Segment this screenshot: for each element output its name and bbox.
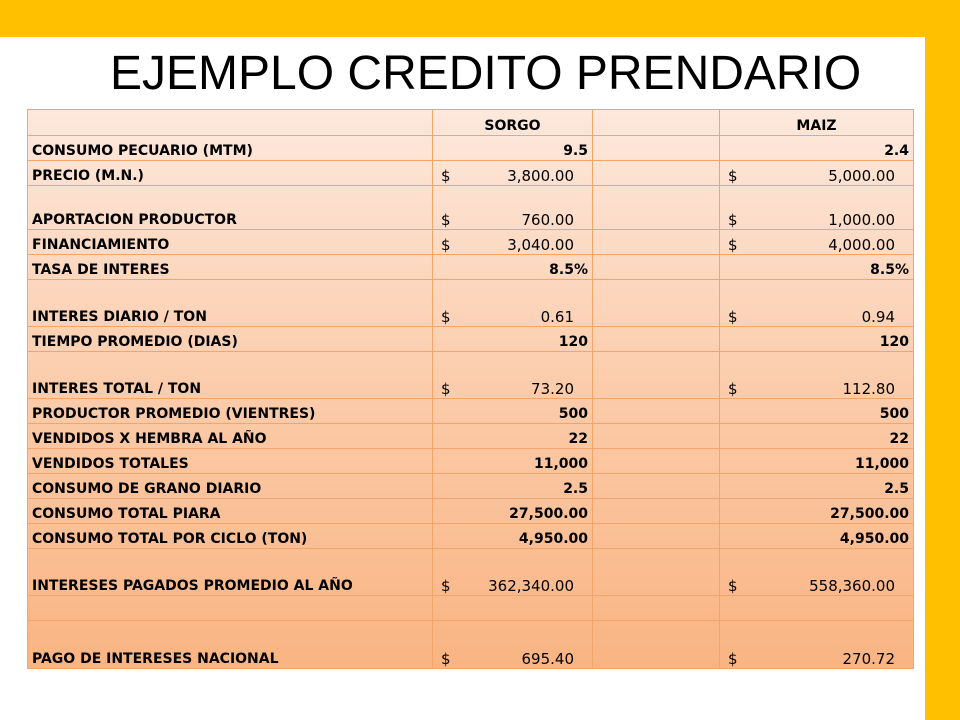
sorgo-value-cell — [433, 549, 593, 596]
table-row — [28, 449, 914, 474]
maiz-amount: 4,000.00 — [828, 236, 895, 254]
sorgo-value-cell — [433, 352, 593, 399]
currency-symbol: $ — [728, 380, 738, 398]
currency-symbol: $ — [441, 380, 451, 398]
maiz-value-cell: 2.4 — [720, 136, 914, 161]
row-label: TASA DE INTERES — [28, 255, 433, 280]
row-label: VENDIDOS X HEMBRA AL AÑO — [28, 424, 433, 449]
sorgo-amount: 3,040.00 — [507, 236, 574, 254]
header-cell-label — [28, 110, 433, 136]
table-row — [28, 230, 914, 255]
empty-cell — [593, 186, 720, 230]
maiz-value-cell: 8.5% — [720, 255, 914, 280]
maiz-value-cell: 22 — [720, 424, 914, 449]
row-label: PRECIO (M.N.) — [28, 161, 433, 186]
table-row — [28, 424, 914, 449]
empty-cell — [593, 161, 720, 186]
empty-cell — [593, 621, 720, 669]
right-accent-bar — [925, 0, 960, 720]
table-row — [28, 549, 914, 596]
empty-cell — [593, 524, 720, 549]
empty-cell — [593, 352, 720, 399]
table-row — [28, 161, 914, 186]
currency-symbol: $ — [441, 211, 451, 229]
empty-cell — [593, 424, 720, 449]
row-label: CONSUMO DE GRANO DIARIO — [28, 474, 433, 499]
empty-cell — [593, 230, 720, 255]
header-cell-maiz: MAIZ — [720, 110, 914, 136]
empty-cell — [593, 499, 720, 524]
table-row — [28, 255, 914, 280]
maiz-amount: 112.80 — [842, 380, 895, 398]
sorgo-value-cell: 2.5 — [433, 474, 593, 499]
maiz-value-cell: 27,500.00 — [720, 499, 914, 524]
sorgo-value-cell: 27,500.00 — [433, 499, 593, 524]
currency-symbol: $ — [728, 650, 738, 668]
maiz-value-cell: 2.5 — [720, 474, 914, 499]
currency-symbol: $ — [728, 308, 738, 326]
row-label: INTERES TOTAL / TON — [28, 352, 433, 399]
table-row — [28, 280, 914, 327]
maiz-value-cell — [720, 280, 914, 327]
table-row — [28, 186, 914, 230]
slide-title: EJEMPLO CREDITO PRENDARIO — [110, 47, 862, 100]
currency-symbol: $ — [441, 167, 451, 185]
empty-cell — [593, 549, 720, 596]
maiz-value-cell — [720, 621, 914, 669]
maiz-value-cell — [720, 352, 914, 399]
currency-symbol: $ — [728, 236, 738, 254]
credit-table-body — [28, 136, 914, 669]
empty-cell — [593, 474, 720, 499]
currency-symbol: $ — [728, 577, 738, 595]
empty-cell — [593, 136, 720, 161]
sorgo-amount: 0.61 — [540, 308, 574, 326]
sorgo-value-cell: 8.5% — [433, 255, 593, 280]
row-label: CONSUMO PECUARIO (MTM) — [28, 136, 433, 161]
sorgo-amount: 3,800.00 — [507, 167, 574, 185]
sorgo-value-cell: 9.5 — [433, 136, 593, 161]
table-row — [28, 596, 914, 621]
header-cell-empty — [593, 110, 720, 136]
maiz-value-cell — [720, 230, 914, 255]
table-row — [28, 524, 914, 549]
table-row — [28, 499, 914, 524]
maiz-amount: 270.72 — [842, 650, 895, 668]
maiz-amount: 558,360.00 — [809, 577, 895, 595]
row-label: TIEMPO PROMEDIO (DIAS) — [28, 327, 433, 352]
sorgo-value-cell: 11,000 — [433, 449, 593, 474]
maiz-value-cell: 11,000 — [720, 449, 914, 474]
empty-cell — [593, 449, 720, 474]
sorgo-amount: 760.00 — [521, 211, 574, 229]
maiz-value-cell — [720, 161, 914, 186]
sorgo-value-cell — [433, 230, 593, 255]
currency-symbol: $ — [728, 167, 738, 185]
row-label: CONSUMO TOTAL PIARA — [28, 499, 433, 524]
maiz-value-cell: 500 — [720, 399, 914, 424]
maiz-amount: 1,000.00 — [828, 211, 895, 229]
sorgo-value-cell: 500 — [433, 399, 593, 424]
sorgo-value-cell: 22 — [433, 424, 593, 449]
currency-symbol: $ — [441, 308, 451, 326]
currency-symbol: $ — [728, 211, 738, 229]
maiz-amount: 5,000.00 — [828, 167, 895, 185]
currency-symbol: $ — [441, 577, 451, 595]
credit-table — [27, 109, 914, 669]
row-label — [28, 596, 433, 621]
table-row — [28, 352, 914, 399]
row-label: PAGO DE INTERESES NACIONAL — [28, 621, 433, 669]
maiz-value-cell: 120 — [720, 327, 914, 352]
sorgo-value-cell — [433, 621, 593, 669]
maiz-value-cell — [720, 549, 914, 596]
empty-cell — [593, 255, 720, 280]
sorgo-amount: 73.20 — [531, 380, 574, 398]
sorgo-value-cell: 120 — [433, 327, 593, 352]
currency-symbol: $ — [441, 650, 451, 668]
row-label: PRODUCTOR PROMEDIO (VIENTRES) — [28, 399, 433, 424]
sorgo-value-cell — [433, 186, 593, 230]
empty-cell — [593, 399, 720, 424]
top-accent-bar — [0, 0, 960, 37]
table-row — [28, 474, 914, 499]
row-label: VENDIDOS TOTALES — [28, 449, 433, 474]
empty-cell — [593, 280, 720, 327]
maiz-value-cell: 4,950.00 — [720, 524, 914, 549]
sorgo-value-cell — [433, 596, 593, 621]
table-row — [28, 327, 914, 352]
row-label: CONSUMO TOTAL POR CICLO (TON) — [28, 524, 433, 549]
header-cell-sorgo: SORGO — [433, 110, 593, 136]
table-row — [28, 136, 914, 161]
maiz-value-cell — [720, 596, 914, 621]
sorgo-amount: 362,340.00 — [488, 577, 574, 595]
currency-symbol: $ — [441, 236, 451, 254]
sorgo-value-cell: 4,950.00 — [433, 524, 593, 549]
empty-cell — [593, 596, 720, 621]
row-label: FINANCIAMIENTO — [28, 230, 433, 255]
maiz-value-cell — [720, 186, 914, 230]
table-row — [28, 621, 914, 669]
row-label: INTERESES PAGADOS PROMEDIO AL AÑO — [28, 549, 433, 596]
sorgo-value-cell — [433, 280, 593, 327]
sorgo-amount: 695.40 — [521, 650, 574, 668]
table-row — [28, 399, 914, 424]
empty-cell — [593, 327, 720, 352]
row-label: INTERES DIARIO / TON — [28, 280, 433, 327]
sorgo-value-cell — [433, 161, 593, 186]
row-label: APORTACION PRODUCTOR — [28, 186, 433, 230]
maiz-amount: 0.94 — [861, 308, 895, 326]
